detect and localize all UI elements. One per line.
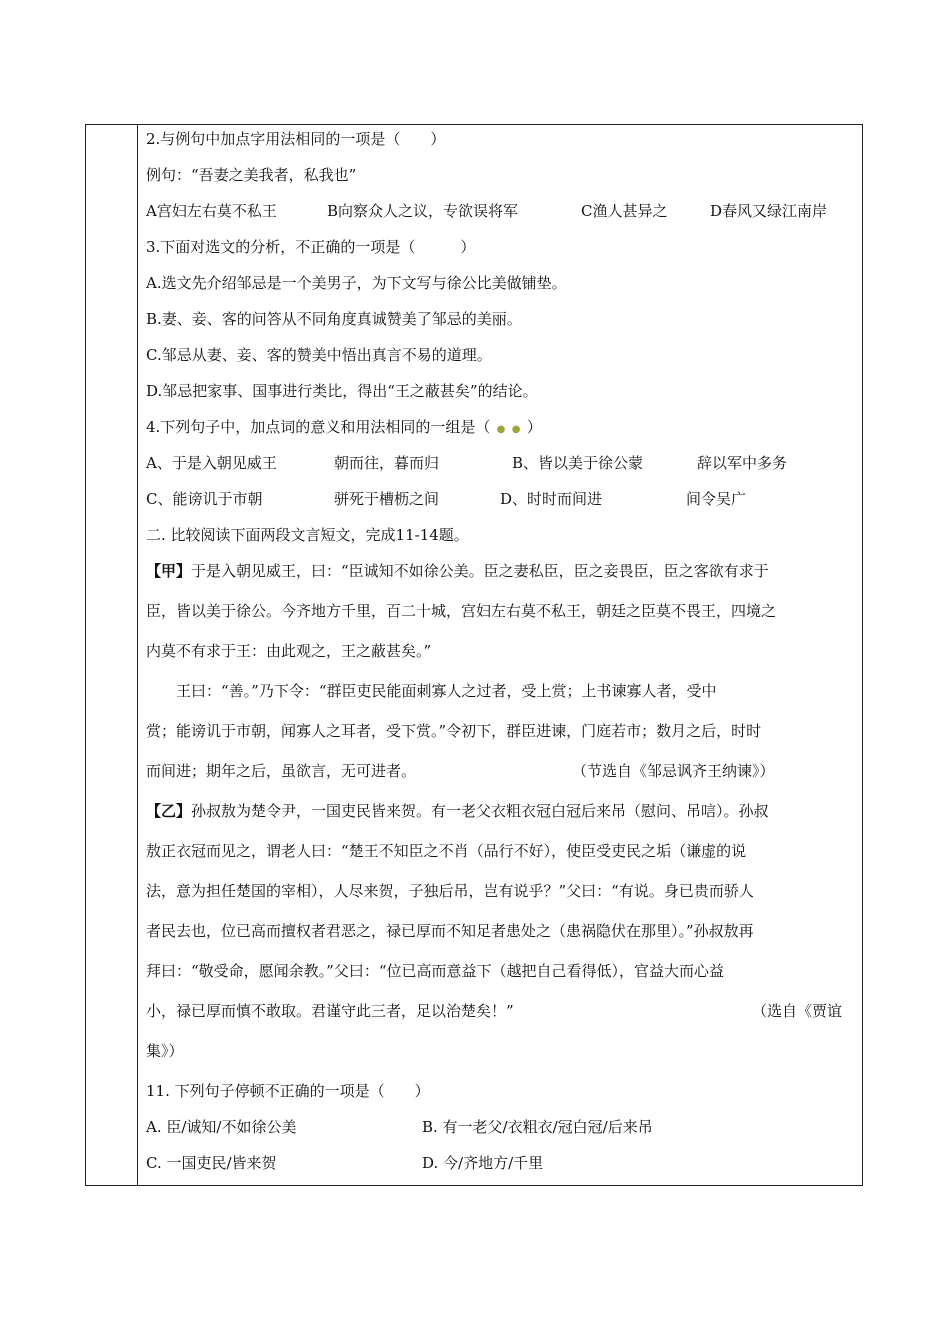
q4-option-b1: B、皆以美于徐公蒙: [512, 454, 644, 472]
q11-row-2: [146, 1153, 543, 1173]
q3-option-d: D.邹忌把家事、国事进行类比，得出“王之蔽甚矣”的结论。: [146, 382, 538, 400]
passage-jia-line-4: 王曰：“善。”乃下令：“群臣吏民能面刺寡人之过者，受上赏；上书谏寡人者，受中: [176, 682, 717, 700]
q4-stem: [146, 417, 542, 440]
passage-yi-line-5: 拜曰：“敬受命，愿闻余教。”父曰：“位已高而意益下（越把自己看得低），官益大而心益: [146, 962, 725, 980]
q11-option-a: A. 臣/诚知/不如徐公美: [146, 1118, 297, 1136]
q4-stem-end: ）: [526, 418, 542, 436]
q11-option-d: D. 今/齐地方/千里: [422, 1154, 544, 1172]
passage-jia-line-1: 【甲】于是入朝见威王，曰：“臣诚知不如徐公美。臣之妻私臣，臣之妾畏臣，臣之客欲有求于: [146, 562, 769, 580]
q4-row-1: [146, 453, 787, 473]
left-column: [86, 125, 138, 1185]
passage-yi-tag: 【乙】: [146, 802, 192, 820]
q3-option-a: A.选文先介绍邹忌是一个美男子，为下文写与徐公比美做铺垫。: [146, 274, 567, 292]
q3-option-c: C.邹忌从妻、妾、客的赞美中悟出真言不易的道理。: [146, 346, 492, 364]
passage-yi-line-4: 者民去也，位已高而擅权者君恶之，禄已厚而不知足者患处之（患祸隐伏在那里）。”孙叔敖再: [146, 922, 754, 940]
passage-yi-line-1: 【乙】孙叔敖为楚令尹，一国吏民皆来贺。有一老父衣粗衣冠白冠后来吊（慰问、吊唁）。孙叔: [146, 802, 769, 820]
passage-yi-line-6: 小，禄已厚而慎不敢取。君谨守此三者，足以治楚矣！” （选自《贾谊: [146, 1002, 843, 1020]
q2-option-d: D春风又绿江南岸: [710, 202, 828, 220]
q3-stem: 3.下面对选文的分析，不正确的一项是（ ）: [146, 238, 476, 256]
q3-option-b: B.妻、妾、客的问答从不同角度真诚赞美了邹忌的美丽。: [146, 310, 522, 328]
passage-jia-tag: 【甲】: [146, 562, 192, 580]
q4-row-2: [146, 489, 746, 509]
q4-option-a2: 朝而往，暮而归: [334, 454, 440, 472]
emphasis-dot-icon: ● ●: [490, 424, 527, 435]
q11-row-1: [146, 1117, 653, 1137]
q4-option-a1: A、于是入朝见威王: [146, 454, 277, 472]
passage-jia-line-5: 赏；能谤讥于市朝，闻寡人之耳者，受下赏。”令初下，群臣进谏，门庭若市；数月之后，时时: [146, 722, 762, 740]
q11-stem: 11. 下列句子停顿不正确的一项是（ ）: [146, 1082, 430, 1100]
q2-option-b: B向察众人之议，专欲误将军: [327, 202, 519, 220]
section-two-heading: 二. 比较阅读下面两段文言短文，完成11-14题。: [146, 526, 469, 544]
q4-stem-text: 4.下列句子中，加点词的意义和用法相同的一组是（: [146, 418, 491, 436]
passage-jia-line-6: 而间进；期年之后，虽欲言，无可进者。 （节选自《邹忌讽齐王纳谏》）: [146, 762, 775, 780]
q2-option-a: A宫妇左右莫不私王: [146, 202, 277, 220]
q2-options: [146, 201, 827, 221]
q4-option-d1: D、时时而间进: [500, 490, 603, 508]
q11-option-b: B. 有一老父/衣粗衣/冠白冠/后来吊: [422, 1118, 653, 1136]
passage-jia-line-2: 臣，皆以美于徐公。今齐地方千里，百二十城，宫妇左右莫不私王，朝廷之臣莫不畏王，四境之: [146, 602, 777, 620]
passage-jia-source: （节选自《邹忌讽齐王纳谏》）: [572, 762, 775, 780]
q2-option-c: C渔人甚异之: [581, 202, 668, 220]
passage-yi-line-3: 法，意为担任楚国的宰相），人尽来贺，子独后吊，岂有说乎？”父曰：“有说。身已贵而骄人: [146, 882, 754, 900]
passage-jia-line-3: 内莫不有求于王：由此观之，王之蔽甚矣。”: [146, 642, 432, 660]
passage-yi-source-end: 集》）: [146, 1042, 184, 1060]
q4-option-c1: C、能谤讥于市朝: [146, 490, 263, 508]
question-table: [85, 124, 863, 1186]
q4-option-c2: 骈死于槽枥之间: [334, 490, 440, 508]
q4-option-b2: 辞以军中多务: [697, 454, 788, 472]
passage-yi-line-2: 敖正衣冠而见之，谓老人曰：“楚王不知臣之不肖（品行不好），使臣受吏民之垢（谦虚的说: [146, 842, 747, 860]
q11-option-c: C. 一国吏民/皆来贺: [146, 1154, 277, 1172]
q2-stem: 2.与例句中加点字用法相同的一项是（ ）: [146, 130, 446, 148]
q2-example: 例句：“吾妻之美我者，私我也”: [146, 166, 357, 184]
q4-option-d2: 间令吴广: [686, 490, 747, 508]
passage-yi-source: （选自《贾谊: [752, 1002, 843, 1020]
